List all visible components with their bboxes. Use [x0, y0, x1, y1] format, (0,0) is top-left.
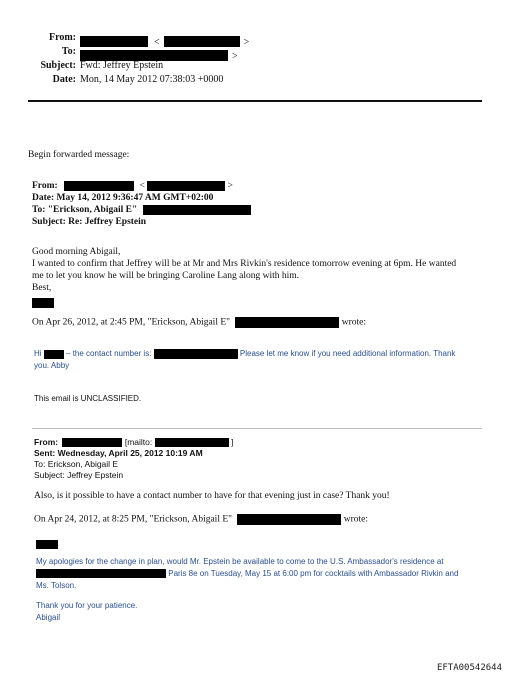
header-from-label: From:: [48, 32, 76, 43]
earlier-quote-intro: On Apr 24, 2012, at 8:25 PM, "Erickson, Abigail E" wrote:: [34, 514, 369, 525]
earlier-subject-line: Subject: Jeffrey Epstein: [34, 470, 124, 480]
redaction-block: [155, 438, 229, 447]
forward-date-line: Date: May 14, 2012 9:36:47 AM GMT+02:00: [32, 193, 214, 203]
redaction-block: [64, 181, 134, 191]
redaction-block: [32, 298, 54, 308]
original-line-3: Ms. Tolson.: [36, 581, 77, 590]
classification-notice: This email is UNCLASSIFIED.: [34, 394, 142, 403]
redaction-block: [36, 569, 166, 578]
forward-intro: Begin forwarded message:: [28, 150, 130, 160]
reply-line-2: me to let you know he will be bringing Caroline Lang along with him.: [32, 271, 300, 281]
reply-signature-redacted: [32, 294, 54, 312]
bates-number: EFTA00542644: [436, 663, 502, 673]
forward-subject-line: Subject: Re: Jeffrey Epstein: [32, 217, 147, 227]
original-redacted-greeting: [36, 535, 58, 553]
header-date-value: Mon, 14 May 2012 07:38:03 +0000: [80, 74, 224, 85]
redaction-block: [62, 438, 122, 447]
quote1-message-line-2: you. Abby: [34, 361, 70, 370]
quote1-message-line-1: Hi – the contact number is: Please let me know if you need additional information. Thank: [34, 349, 456, 359]
earlier-to-line: To: Erickson, Abigail E: [34, 459, 119, 469]
quote-divider: [32, 428, 482, 429]
reply-greeting: Good morning Abigail,: [32, 247, 121, 257]
header-from-value: < >: [80, 32, 249, 50]
redaction-block: [44, 350, 64, 359]
header-divider: [28, 100, 482, 102]
header-date-label: Date:: [52, 74, 76, 85]
forward-to-line: To: "Erickson, Abigail E": [32, 205, 251, 215]
header-subject-value: Fwd: Jeffrey Epstein: [80, 60, 164, 71]
forward-from-line: From: < >: [32, 181, 233, 192]
original-signature: Abigail: [36, 613, 61, 622]
earlier-sent-line: Sent: Wednesday, April 25, 2012 10:19 AM: [34, 448, 203, 458]
original-line-1: My apologies for the change in plan, would Mr. Epstein be available to come to the U.S. Ambassador's residence at: [36, 557, 444, 566]
header-to-value: >: [80, 46, 238, 64]
original-line-2: Paris 8e on Tuesday, May 15 at 6:00 pm for cocktails with Ambassador Rivkin and: [36, 569, 458, 578]
redaction-block: [147, 181, 225, 191]
reply-line-1: I wanted to confirm that Jeffrey will be at Mr and Mrs Rivkin's residence tomorrow evening at 6pm. He wanted: [32, 259, 457, 269]
reply-signoff: Best,: [32, 283, 52, 293]
redaction-block: [36, 540, 58, 549]
header-to-label: To:: [61, 46, 76, 57]
original-thanks: Thank you for your patience.: [36, 601, 138, 610]
earlier-from-line: From: [mailto: ]: [34, 437, 234, 447]
redaction-block: [154, 349, 238, 359]
earlier-question: Also, is it possible to have a contact number to have for that evening just in case? Thank you!: [34, 491, 390, 501]
header-subject-label: Subject:: [40, 60, 76, 71]
redaction-block: [143, 205, 251, 215]
quote1-intro: On Apr 26, 2012, at 2:45 PM, "Erickson, Abigail E" wrote:: [32, 317, 367, 328]
redaction-block: [237, 514, 341, 525]
redaction-block: [235, 317, 339, 328]
